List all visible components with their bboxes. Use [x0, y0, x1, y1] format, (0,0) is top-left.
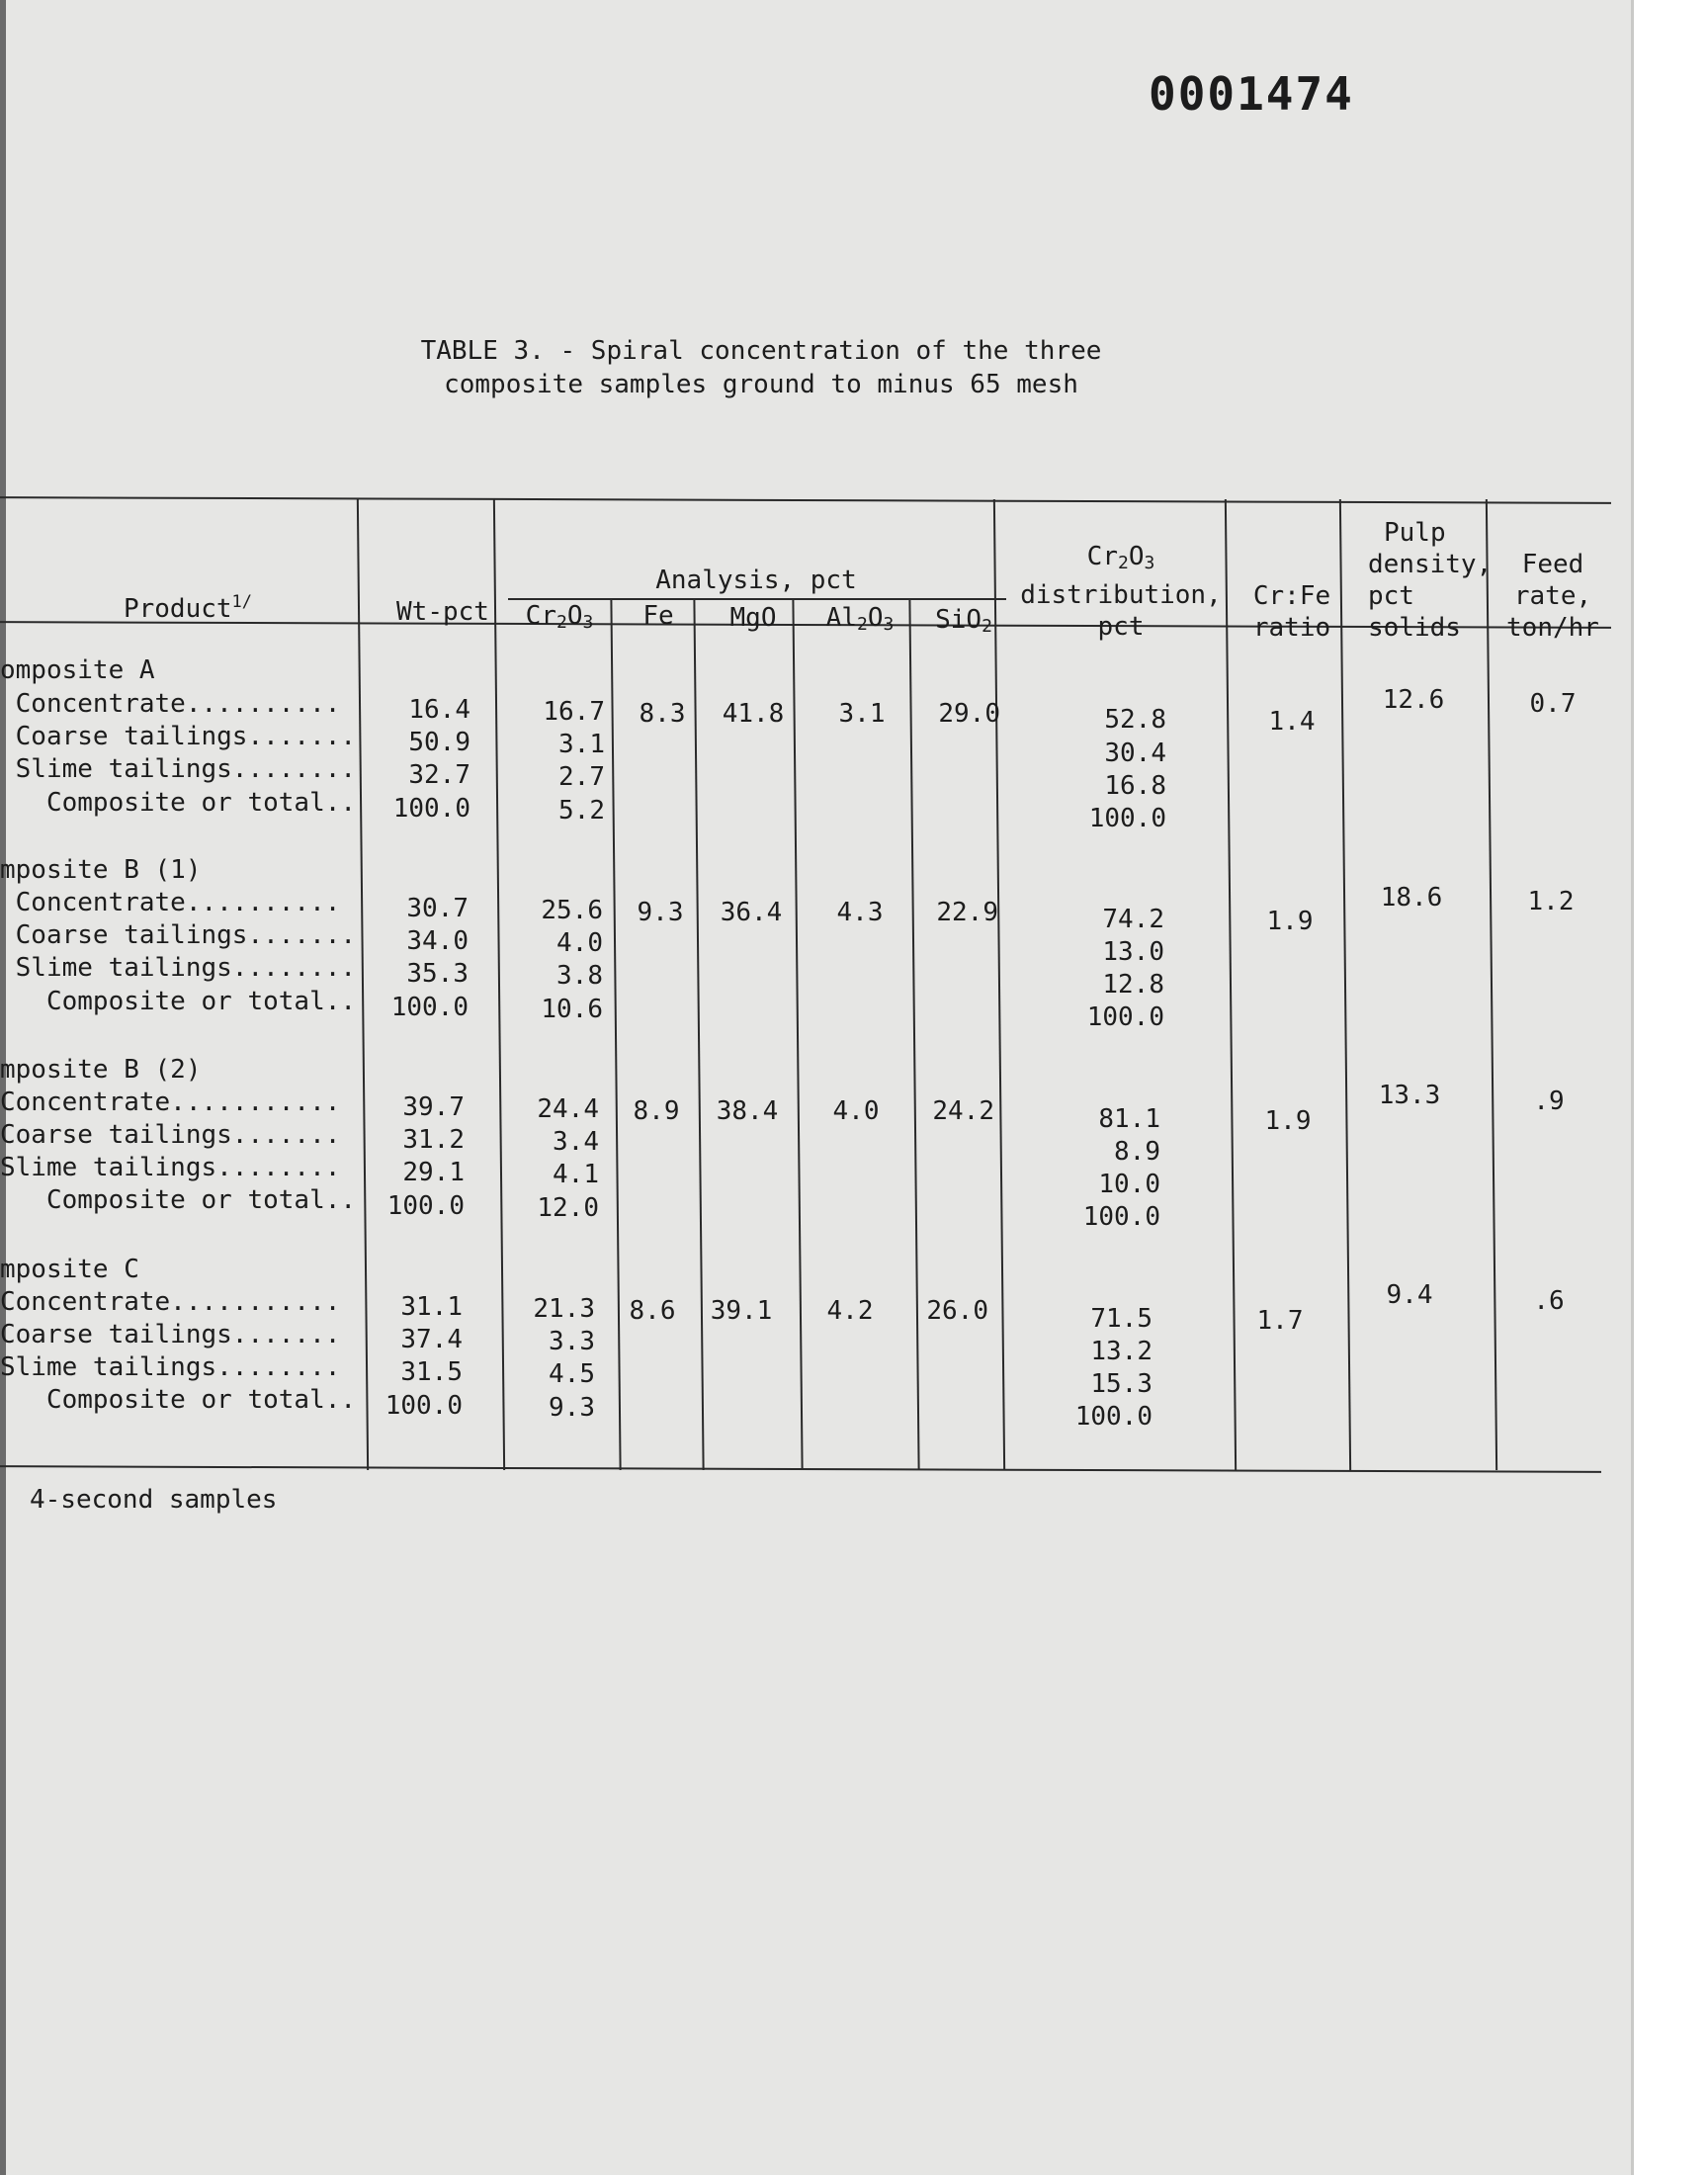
group-name: mposite B (2)	[0, 1055, 202, 1085]
cell-pulp: 18.6	[1380, 883, 1443, 913]
row-label: Slime tailings........	[0, 953, 357, 983]
cell-dist: 30.4	[1104, 739, 1166, 768]
cell-dist: 71.5	[1090, 1304, 1153, 1334]
cell-mgo: 38.4	[716, 1096, 779, 1126]
cell-dist: 100.0	[1088, 804, 1166, 833]
row-label: Coarse tailings.......	[0, 722, 357, 751]
row-label: Composite or total..	[0, 1385, 357, 1415]
header-sio2	[919, 604, 1008, 643]
cell-feed: .6	[1533, 1286, 1565, 1316]
cell-mgo: 36.4	[720, 898, 783, 927]
cell-wt: 35.3	[406, 959, 469, 989]
cell-cr2o3: 3.1	[558, 730, 605, 759]
cell-feed: 1.2	[1527, 887, 1575, 916]
cell-pulp: 9.4	[1386, 1280, 1433, 1310]
cell-cr2o3: 3.4	[553, 1127, 599, 1157]
col-rule-ratio-pulp	[1339, 499, 1351, 1470]
data-table	[0, 499, 1611, 1488]
cell-fe: 8.9	[633, 1096, 680, 1126]
cell-sio2: 24.2	[932, 1096, 994, 1126]
cell-ratio: 1.4	[1268, 707, 1316, 737]
row-label: Composite or total..	[0, 987, 357, 1016]
cell-dist: 100.0	[1086, 1002, 1164, 1032]
cell-dist: 74.2	[1102, 905, 1164, 934]
row-label: Concentrate..........	[0, 888, 341, 917]
header-pulp-line-4: solids	[1368, 613, 1461, 643]
header-pulp-line-1: Pulp	[1384, 518, 1446, 548]
header-product-label: Product	[123, 594, 232, 624]
cell-wt: 100.0	[384, 1391, 463, 1421]
cell-feed: .9	[1533, 1087, 1565, 1116]
row-label: Coarse tailings.......	[0, 920, 357, 950]
cell-cr2o3: 21.3	[533, 1294, 595, 1324]
cell-wt: 16.4	[408, 695, 470, 725]
header-sio2-sub2: 2	[982, 616, 992, 637]
header-pulp-line-2: density,	[1368, 550, 1493, 579]
header-analysis: Analysis, pct	[655, 566, 857, 595]
header-cr2o3	[504, 600, 615, 639]
header-product	[40, 586, 336, 625]
header-pulp-density	[1354, 517, 1493, 644]
row-label: Slime tailings........	[0, 1153, 341, 1182]
header-wt-pct: Wt-pct	[396, 597, 489, 627]
header-cr-fe-ratio	[1238, 580, 1346, 644]
row-label: Coarse tailings.......	[0, 1120, 341, 1150]
group-name: mposite B (1)	[0, 855, 202, 885]
cell-wt: 39.7	[402, 1092, 465, 1122]
header-feed-line-1: Feed	[1521, 550, 1584, 579]
cell-wt: 31.2	[402, 1125, 465, 1155]
cell-al2o3: 4.0	[832, 1096, 880, 1126]
cell-sio2: 26.0	[926, 1296, 988, 1326]
col-rule-pulp-feed	[1486, 499, 1497, 1470]
header-cr2o3-distribution	[1006, 541, 1236, 643]
header-dist-line-1	[1006, 541, 1236, 579]
header-mgo: MgO	[729, 603, 777, 633]
cell-dist: 10.0	[1098, 1170, 1160, 1199]
table-title	[376, 334, 1147, 401]
header-cr2o3-sub3: 3	[582, 612, 594, 633]
table-title-line-1: TABLE 3. - Spiral concentration of the three	[420, 336, 1102, 366]
cell-pulp: 12.6	[1382, 685, 1445, 715]
cell-sio2: 22.9	[936, 898, 998, 927]
cell-ratio: 1.9	[1264, 1106, 1312, 1136]
header-al2o3-sub2: 2	[856, 614, 868, 635]
cell-mgo: 41.8	[722, 699, 785, 729]
cell-cr2o3: 2.7	[558, 762, 605, 792]
header-dist-line-2: distribution,	[1020, 580, 1222, 610]
cell-sio2: 29.0	[938, 699, 1000, 729]
cell-wt: 34.0	[406, 926, 469, 956]
cell-cr2o3: 4.5	[549, 1359, 595, 1389]
document-number: 0001474	[1149, 67, 1354, 121]
cell-cr2o3: 5.2	[558, 796, 605, 826]
header-dist-sub2: 2	[1117, 553, 1129, 573]
header-feed-line-3: ton/hr	[1506, 613, 1599, 643]
cell-dist: 13.0	[1102, 937, 1164, 967]
cell-dist: 100.0	[1074, 1402, 1153, 1432]
cell-wt: 100.0	[392, 794, 470, 824]
cell-cr2o3: 4.1	[553, 1160, 599, 1189]
header-ratio-line-1: Cr:Fe	[1252, 581, 1331, 611]
cell-wt: 30.7	[406, 894, 469, 923]
cell-dist: 100.0	[1082, 1202, 1160, 1232]
cell-wt: 50.9	[408, 728, 470, 757]
cell-cr2o3: 25.6	[541, 896, 603, 925]
header-al2o3	[803, 602, 917, 641]
cell-fe: 8.3	[639, 699, 686, 729]
col-rule-cr2o3-fe	[610, 598, 621, 1470]
header-dist-cr: Cr	[1086, 542, 1118, 571]
cell-dist: 81.1	[1098, 1104, 1160, 1134]
cell-cr2o3: 10.6	[541, 995, 603, 1024]
header-product-footnote-mark: 1/	[231, 592, 253, 612]
header-al2o3-sub3: 3	[883, 614, 895, 635]
cell-mgo: 39.1	[710, 1296, 773, 1326]
cell-wt: 37.4	[400, 1325, 463, 1354]
cell-feed: 0.7	[1529, 689, 1577, 719]
row-label: Coarse tailings.......	[0, 1320, 341, 1349]
row-label: Composite or total..	[0, 1185, 357, 1215]
header-dist-o: O	[1128, 542, 1145, 571]
cell-dist: 12.8	[1102, 970, 1164, 1000]
cell-cr2o3: 3.8	[556, 961, 603, 991]
header-pulp-line-3: pct	[1368, 581, 1414, 611]
row-label: Slime tailings........	[0, 1352, 341, 1382]
group-name: omposite A	[0, 655, 155, 685]
cell-dist: 16.8	[1104, 771, 1166, 801]
header-cr2o3-a: Cr	[525, 601, 556, 631]
table-title-line-2: composite samples ground to minus 65 mesh	[444, 370, 1078, 399]
row-label: Slime tailings........	[0, 754, 357, 784]
row-label: Concentrate...........	[0, 1088, 341, 1117]
cell-al2o3: 3.1	[838, 699, 886, 729]
cell-cr2o3: 16.7	[543, 697, 605, 727]
cell-cr2o3: 3.3	[549, 1327, 595, 1356]
row-label: Concentrate..........	[0, 689, 341, 719]
cell-dist: 8.9	[1114, 1137, 1160, 1167]
cell-fe: 9.3	[637, 898, 684, 927]
header-dist-sub3: 3	[1144, 553, 1155, 573]
header-feed-rate	[1498, 549, 1607, 644]
cell-dist: 13.2	[1090, 1337, 1153, 1366]
header-ratio-line-2: ratio	[1252, 613, 1331, 643]
header-dist-line-3: pct	[1097, 612, 1145, 642]
header-sio2-a: SiO	[935, 605, 982, 635]
cell-al2o3: 4.3	[836, 898, 884, 927]
cell-wt: 100.0	[390, 993, 469, 1022]
cell-cr2o3: 9.3	[549, 1393, 595, 1423]
header-cr2o3-o: O	[566, 601, 583, 631]
cell-cr2o3: 12.0	[537, 1193, 599, 1223]
cell-wt: 100.0	[386, 1191, 465, 1221]
cell-dist: 52.8	[1104, 705, 1166, 735]
header-cr2o3-sub2: 2	[555, 612, 567, 633]
cell-wt: 31.5	[400, 1357, 463, 1387]
cell-wt: 31.1	[400, 1292, 463, 1322]
header-al2o3-a: Al	[825, 603, 857, 633]
group-name: mposite C	[0, 1255, 139, 1284]
cell-cr2o3: 24.4	[537, 1094, 599, 1124]
cell-cr2o3: 4.0	[556, 928, 603, 958]
cell-fe: 8.6	[629, 1296, 676, 1326]
row-label: Concentrate...........	[0, 1287, 341, 1317]
cell-pulp: 13.3	[1378, 1081, 1441, 1110]
cell-ratio: 1.7	[1256, 1306, 1304, 1336]
row-label: Composite or total..	[0, 788, 357, 818]
header-fe: Fe	[642, 601, 674, 631]
cell-wt: 32.7	[408, 760, 470, 790]
cell-dist: 15.3	[1090, 1369, 1153, 1399]
cell-al2o3: 4.2	[826, 1296, 874, 1326]
header-feed-line-2: rate,	[1513, 581, 1592, 611]
cell-ratio: 1.9	[1266, 907, 1314, 936]
table-footnote: 4-second samples	[30, 1485, 278, 1515]
header-al2o3-o: O	[867, 603, 884, 633]
cell-wt: 29.1	[402, 1158, 465, 1187]
